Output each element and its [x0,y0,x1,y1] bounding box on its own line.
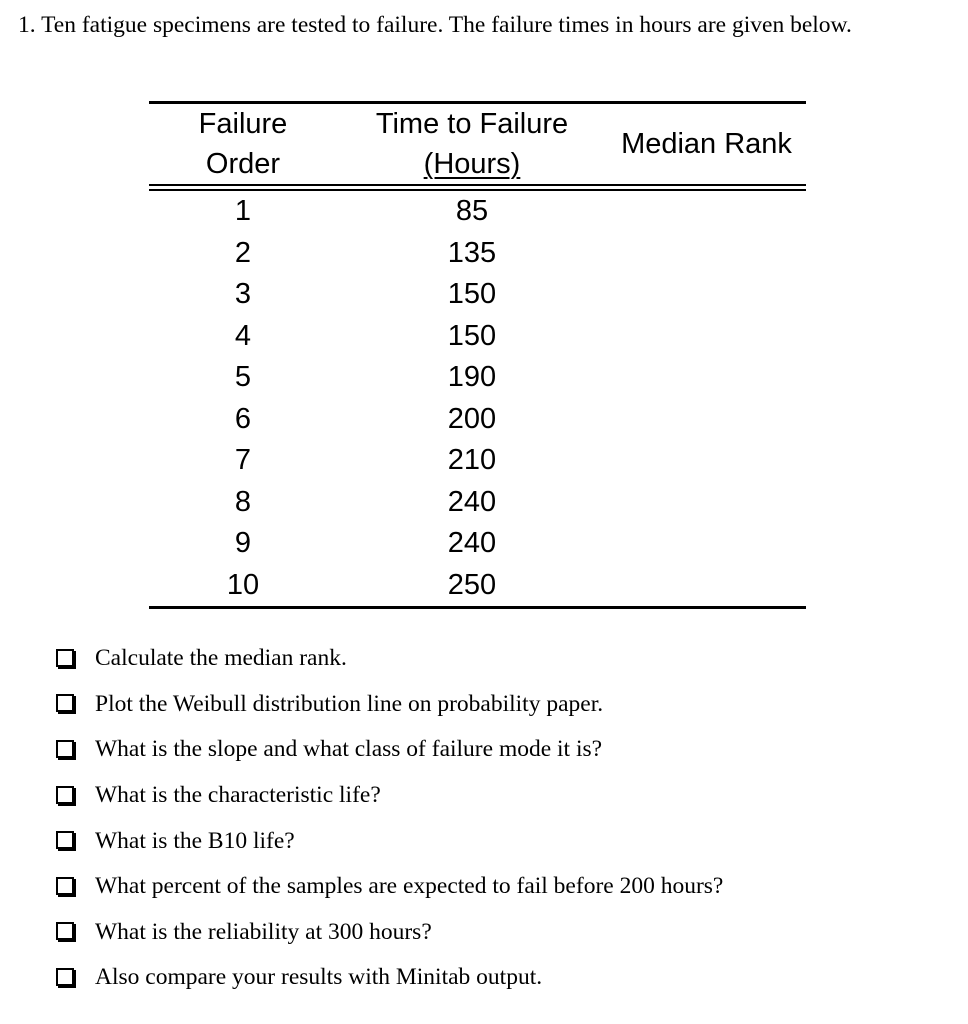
failure-order-cell: 7 [234,444,252,476]
checkbox-icon[interactable] [56,831,74,849]
median-rank-cell [607,399,806,441]
time-to-failure-cell: 150 [447,319,497,352]
table-row [149,482,806,524]
table-header-row [149,103,806,188]
task-text: Plot the Weibull distribution line on probability paper. [95,690,604,717]
checkbox-icon[interactable] [56,922,74,940]
failure-order-cell: 9 [234,527,252,559]
failure-order-cell: 8 [234,485,252,518]
table-row [149,233,806,275]
checkbox-icon[interactable] [56,968,74,986]
time-to-failure-cell: 240 [447,485,497,518]
median-rank-cell [607,482,806,524]
task-item [56,910,723,956]
task-text: Also compare your results with Minitab output. [95,964,543,991]
checkbox-icon[interactable] [56,740,74,758]
median-rank-cell [607,440,806,482]
table-body [149,188,806,608]
failure-order-cell: 4 [234,319,252,352]
time-to-failure-header-line2: (Hours) [423,148,521,180]
table-row [149,440,806,482]
time-to-failure-cell: 190 [447,361,497,393]
table-row [149,565,806,608]
time-to-failure-cell: 250 [337,565,607,608]
checkbox-icon[interactable] [56,877,74,895]
time-to-failure-cell: 135 [447,236,497,269]
median-rank-header [607,103,806,188]
task-text: Calculate the median rank. [95,645,347,672]
table-row [149,357,806,399]
table-row [149,316,806,358]
table-row [149,523,806,565]
median-rank-cell [607,357,806,399]
task-text: What is the reliability at 300 hours? [95,918,432,945]
table-row [149,399,806,441]
task-text: What is the B10 life? [95,827,295,854]
failure-order-cell: 1 [234,195,252,227]
median-rank-cell [607,188,806,233]
task-item [56,864,723,910]
checkbox-icon[interactable] [56,786,74,804]
checkbox-icon[interactable] [56,649,74,667]
time-to-failure-cell: 200 [447,402,497,435]
failure-order-cell: 6 [234,402,252,435]
time-to-failure-header-line1: Time to Failure [375,108,569,140]
task-item [56,682,723,728]
task-item [56,818,723,864]
failure-order-cell: 10 [149,565,337,608]
median-rank-cell [607,565,806,608]
table-header [149,103,806,188]
median-rank-cell [607,523,806,565]
task-text: What is the slope and what class of failure mode it is? [95,736,603,763]
table-row [149,188,806,233]
task-item [56,773,723,819]
task-item [56,727,723,773]
failure-order-cell: 3 [234,278,252,310]
failure-data-table [149,101,806,609]
time-to-failure-cell: 85 [455,195,489,227]
median-rank-cell [607,274,806,316]
time-to-failure-cell: 150 [447,278,497,310]
median-rank-cell [607,316,806,358]
failure-order-cell: 2 [234,236,252,269]
failure-order-header-line1: Failure [198,108,288,140]
task-item [56,636,723,682]
task-list [56,636,723,1001]
failure-order-header-line2: Order [205,148,281,180]
checkbox-icon[interactable] [56,694,74,712]
table-row [149,274,806,316]
time-to-failure-cell: 240 [447,527,497,559]
time-to-failure-cell: 210 [447,444,497,476]
failure-order-cell: 5 [234,361,252,393]
median-rank-cell [607,233,806,275]
problem-statement: 1. Ten fatigue specimens are tested to failure. The failure times in hours are given below. [18,12,852,38]
failure-order-header [149,103,337,188]
task-text: What is the characteristic life? [95,782,381,809]
time-to-failure-header [337,103,607,188]
task-text: What percent of the samples are expected to fail before 200 hours? [95,873,724,900]
median-rank-header-label: Median Rank [621,128,792,160]
task-item [56,955,723,1001]
